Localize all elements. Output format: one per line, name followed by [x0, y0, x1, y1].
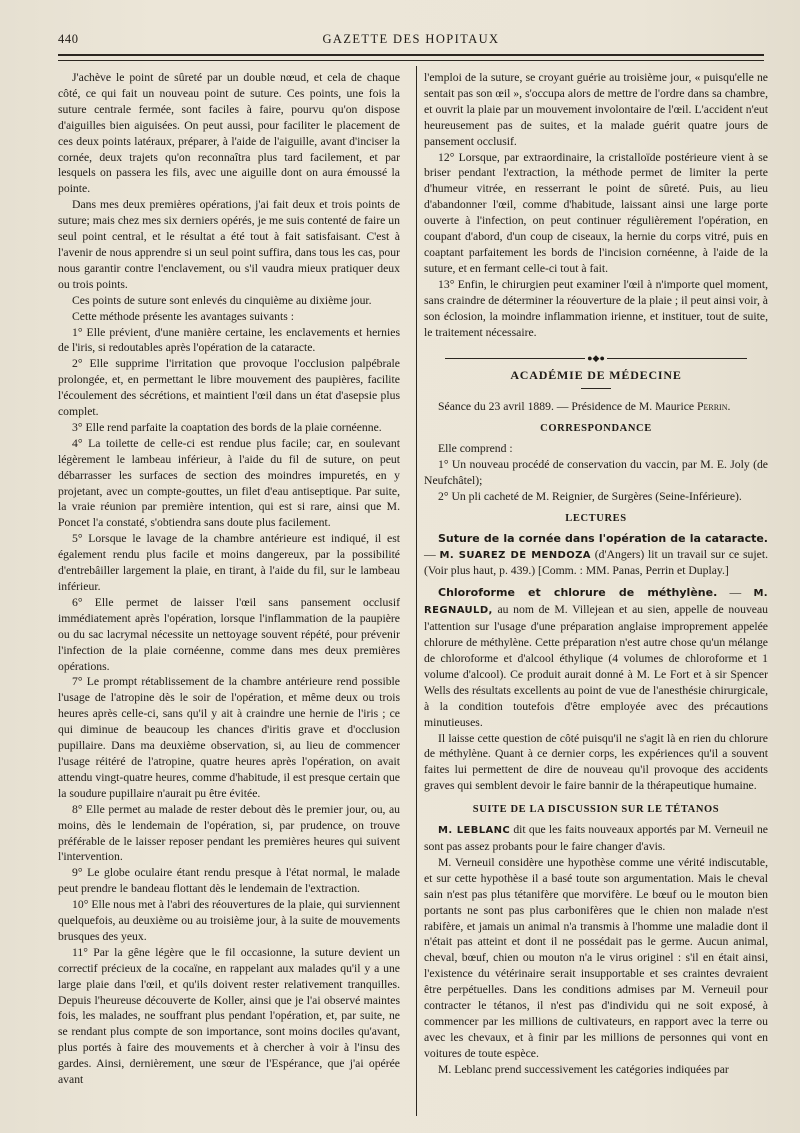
tetanos-text: dit que les faits nouveaux apportés par M. Verneuil ne sont pas assez probants pour le faire changer d'avis.: [424, 823, 768, 853]
column-divider: [416, 66, 417, 1116]
correspondance-heading: CORRESPONDANCE: [540, 423, 652, 435]
lecture-1-title: Suture de la cornée dans l'opération de la cataracte.: [438, 531, 768, 545]
section-ornament: [424, 350, 768, 363]
journal-title: GAZETTE DES HOPITAUX: [322, 32, 500, 46]
paragraph: 10° Elle nous met à l'abri des réouvertures de la plaie, qui surviennent quelquefois, au deuxième ou au troisième jour, à la suite de mouvements brusques des yeux.: [58, 898, 400, 943]
lecture-1-text: (d'Angers) lit un travail sur ce sujet. (Voir plus haut, p. 439.) [Comm. : MM. Panas, Perrin et Duplay.]: [424, 547, 769, 578]
lecture-1-author: M. SUAREZ DE MENDOZA: [439, 549, 591, 561]
paragraph: Dans mes deux premières opérations, j'ai fait deux et trois points de suture; mais chez mes six derniers opérés, je me suis contenté de faire un seul point central, et le résultat a été tout à fait satisfaisant. C'est à l'avenir de nous apprendre si un seul point suffira, dans tous les cas, pour nous garantir contre l'enclavement, ou s'il vaudra mieux pratiquer deux ou trois points.: [58, 198, 400, 291]
right-column: [424, 70, 768, 1078]
page-header: [58, 32, 764, 52]
header-rule-thick: [58, 54, 764, 56]
tetanos-heading: SUITE DE LA DISCUSSION SUR LE TÉTANOS: [472, 804, 720, 816]
lecture-2-author: M. REGNAULD,: [424, 588, 768, 617]
ornament-dots: ●◆●: [587, 352, 605, 363]
paragraph: M. Verneuil considère une hypothèse comme une vérité indiscutable, et sur cette hypothèse il a basé toute son argumentation. Mais le cheval sain n'est pas plus tétanifère que morvifère. Le bœuf ou le mouton bien portants ne sont pas plus carbonifères que le chien non malade n'est rabifère, et jamais un animal n'a transmis à l'homme une maladie dont il n'était pas atteint et dont il ne possédait pas le germe. Aucun animal, cheval, bœuf, chien ou mouton n'a le virus originel : s'il en était ainsi, l'existence du vétérinaire serait insupportable et ses craintes devraient être perpétuelles. Dans les conditions admises par M. Verneuil pour contracter le tétanos, il n'est pas d'individu qui ne soit exposé, à commencer par les millions de cultivateurs, en rapport avec la terre ou avec les chevaux, et à finir par les millions de personnes qui vont en voitures de toute espèce.: [424, 855, 768, 1060]
paragraph: Il laisse cette question de côté puisqu'il ne s'agit là en rien du chlorure de méthylène. Quant à ce dernier corps, les expériences qu'il a souvent faites lui permettent de dire de nouveau qu'il provoque des accidents graves qui semblent devoir le faire bannir de la thérapeutique humaine.: [424, 731, 768, 793]
lectures-heading: LECTURES: [565, 512, 627, 524]
paragraph: J'achève le point de sûreté par un double nœud, et cela de chaque côté, ce qui fait un nouveau point de suture. Ces points, une fois la suture centrale fermée, sont faciles à faire, pourvu qu'on dispose d'aiguilles bien aiguisées. On peut aussi, pour faciliter le placement de ces deux points latéraux, préparer, à l'aide de l'aiguille, avant d'inciser la cornée, deux trajets qu'on reconnaîtra plus tard facilement, et par lesquels on passera les fils, avec une aiguille dont on aura émoussé la pointe.: [58, 71, 400, 196]
paragraph: Cette méthode présente les avantages suivants :: [72, 309, 294, 323]
lecture-2: Chloroforme et chlorure de méthylène. — M. REGNAULD, au nom de M. Villejean et au sien, appelle de nouveau l'attention sur l'usage d'une préparation anglaise improprement appelée chlorure de méthylène. Cette préparation n'est autre chose qu'un mélange de chloroforme et d'alcool éthylique (4 volumes de chloroforme et 1 volume d'alcool). Ce produit aurait donné à M. Le Fort et à sir Spencer Wells des résultats excellents au point de vue de l'anesthésie chirurgicale, à la condition toutefois d'être employée avec des précautions minutieuses.: [424, 586, 769, 729]
paragraph: 2° Elle supprime l'irritation que provoque l'occlusion palpébrale prolongée, et, en permettant le libre mouvement des paupières, facilite l'écoulement des sécrétions, et maintient l'œil dans un état d'asepsie plus complet.: [58, 357, 400, 419]
seance-line: [424, 399, 768, 415]
paragraph: 5° Lorsque le lavage de la chambre antérieure est indiqué, il est également rendu plus facile et moins dangereux, par la possibilité d'entrebâiller largement la plaie, en tirant, à l'aide du fil, sur le lambeau inférieur.: [58, 532, 400, 593]
list-item: 2° Un pli cacheté de M. Reignier, de Surgères (Seine-Inférieure).: [438, 489, 742, 503]
paragraph: 9° Le globe oculaire étant rendu presque à l'état normal, le malade peut prendre le bandeau flottant dès le lendemain de l'extraction.: [58, 866, 400, 896]
paragraph: l'emploi de la suture, se croyant guérie au troisième jour, « puisqu'elle ne sentait pas son œil », s'occupa alors de mettre de l'ordre dans sa chambre, et ouvrit la plaie par un mouvement involontaire de l'œil. L'accident n'eut heureusement pas de suites, et la malade guérit quatre jours de pansement occlusif.: [424, 71, 768, 148]
paragraph: 3° Elle rend parfaite la coaptation des bords de la plaie cornéenne.: [72, 420, 382, 434]
lecture-2-title: Chloroforme et chlorure de méthylène.: [438, 586, 718, 600]
paragraph: 8° Elle permet au malade de rester debout dès le premier jour, ou, au moins, dès le lendemain de l'opération, si, par prudence, on trouve préférable de le laisser reposer pendant les premières heures qui suivent l'intervention.: [58, 802, 400, 864]
paragraph: 4° La toilette de celle-ci est rendue plus facile; car, en soulevant légèrement le lambeau inférieur, à l'aide du fil de suture, on peut débarrasser les surfaces de section des moindres impuretés, en y projetant, avec un compte-gouttes, un filet d'eau antiseptique. Par suite, la vraie réunion par première intention, qui est si rare, ainsi que M. Poncet l'a constaté, s'obtiendra sans doute plus facilement.: [58, 436, 400, 530]
president-name: Perrin.: [697, 400, 731, 414]
paragraph: Elle comprend :: [438, 442, 513, 456]
paragraph: 6° Elle permet de laisser l'œil sans pansement occlusif immédiatement après l'opération, lorsque l'inflammation de la paupière ou du sac lacrymal nécessite un nettoyage souvent répété, pour prévenir l'infection de la plaie cornéenne, comme dans mes deux premières opérations.: [58, 595, 400, 673]
seance-text: Séance du 23 avril 1889. — Présidence de M. Maurice: [438, 400, 695, 414]
paragraph: 12° Lorsque, par extraordinaire, la cristalloïde postérieure vient à se briser pendant l'extraction, la méthode permet de limiter la perte d'humeur vitrée, en resserrant le point de sûreté. Puis, au lieu d'abandonner l'œil, comme d'habitude, laissant ainsi une large porte ouverte à l'infection, on peut continuer régulièrement l'opération, en coupant d'abord, d'un coup de ciseaux, la hernie du corps vitré, puis en coaptant parfaitement les bords de l'incision cornéenne, à l'aide de la suture, et en fermant celle-ci tout à fait.: [424, 150, 768, 275]
paragraph: 7° Le prompt rétablissement de la chambre antérieure rend possible l'usage de l'atropine dès le soir de l'opération, et même deux ou trois heures après celle-ci, sans qu'il y ait à craindre une hernie de l'iris ; ce qui diminue de beaucoup les chances d'iritis grave et d'occlusion pupillaire. Dans ma deuxième observation, si, au lieu de commencer l'usage réitéré de l'atropine, quatre heures après l'opération, on avait attendu vingt-quatre heures, comme d'habitude, il est presque certain que la soudure pupillaire n'aurait pu être évitée.: [58, 675, 400, 800]
academie-heading: ACADÉMIE DE MÉDECINE: [510, 368, 682, 383]
list-item: 1° Un nouveau procédé de conservation du vaccin, par M. E. Joly (de Neufchâtel);: [424, 458, 768, 487]
paragraph: 1° Elle prévient, d'une manière certaine, les enclavements et hernies de l'iris, si redoutables après l'opération de la cataracte.: [58, 325, 400, 355]
left-column: [58, 70, 400, 1088]
ornament-line: [607, 358, 747, 359]
paragraph: M. Leblanc prend successivement les catégories indiquées par: [438, 1062, 729, 1076]
ornament-line: [445, 358, 585, 359]
paragraph: 13° Enfin, le chirurgien peut examiner l'œil à n'importe quel moment, sans craindre de déterminer la réouverture de la plaie ; il peut ainsi voir, à son éclosion, la moindre inflammation irienne, et instituer, tout de suite, le traitement nécessaire.: [424, 277, 768, 339]
page-number: 440: [58, 32, 79, 46]
tetanos-author: M. LEBLANC: [438, 825, 511, 837]
paragraph: Ces points de suture sont enlevés du cinquième au dixième jour.: [72, 293, 372, 307]
tetanos-paragraph-1: [424, 822, 768, 855]
header-rule-thin: [58, 60, 764, 61]
lecture-1: Suture de la cornée dans l'opération de la cataracte. — M. SUAREZ DE MENDOZA (d'Angers) lit un travail sur ce sujet. (Voir plus haut, p. 439.) [Comm. : MM. Panas, Perrin et Duplay.]: [424, 531, 769, 578]
heading-rule: [581, 388, 611, 389]
paragraph: 11° Par la gêne légère que le fil occasionne, la suture devient un correctif précieux de la cocaïne, en rappelant aux malades qu'il y a une large plaie dans l'œil, et qu'ils doivent rester relativement tranquilles. Depuis l'heureuse découverte de Koller, ainsi que je l'ai observé maintes fois, les malades, ne souffrant plus pendant l'opération, et, par suite, ne se rendant plus compte de son importance, sont moins dociles qu'avant, plus portés à faire des mouvements et à chercher à voir à l'insu des gardes. Ainsi, dernièrement, une sœur de l'Espérance, que j'ai opérée avant: [58, 945, 400, 1087]
lecture-2-text: au nom de M. Villejean et au sien, appelle de nouveau l'attention sur l'usage d'une préparation anglaise improprement appelée chlorure de méthylène. Cette préparation n'est autre chose qu'un mélange de chloroforme et d'alcool éthylique (4 volumes de chloroforme et 1 volume d'alcool). Ce produit aurait donné à M. Le Fort et à sir Spencer Wells des résultats excellents au point de vue de l'anesthésie chirurgicale, à la condition toutefois d'être employée avec des précautions minutieuses.: [424, 603, 769, 729]
